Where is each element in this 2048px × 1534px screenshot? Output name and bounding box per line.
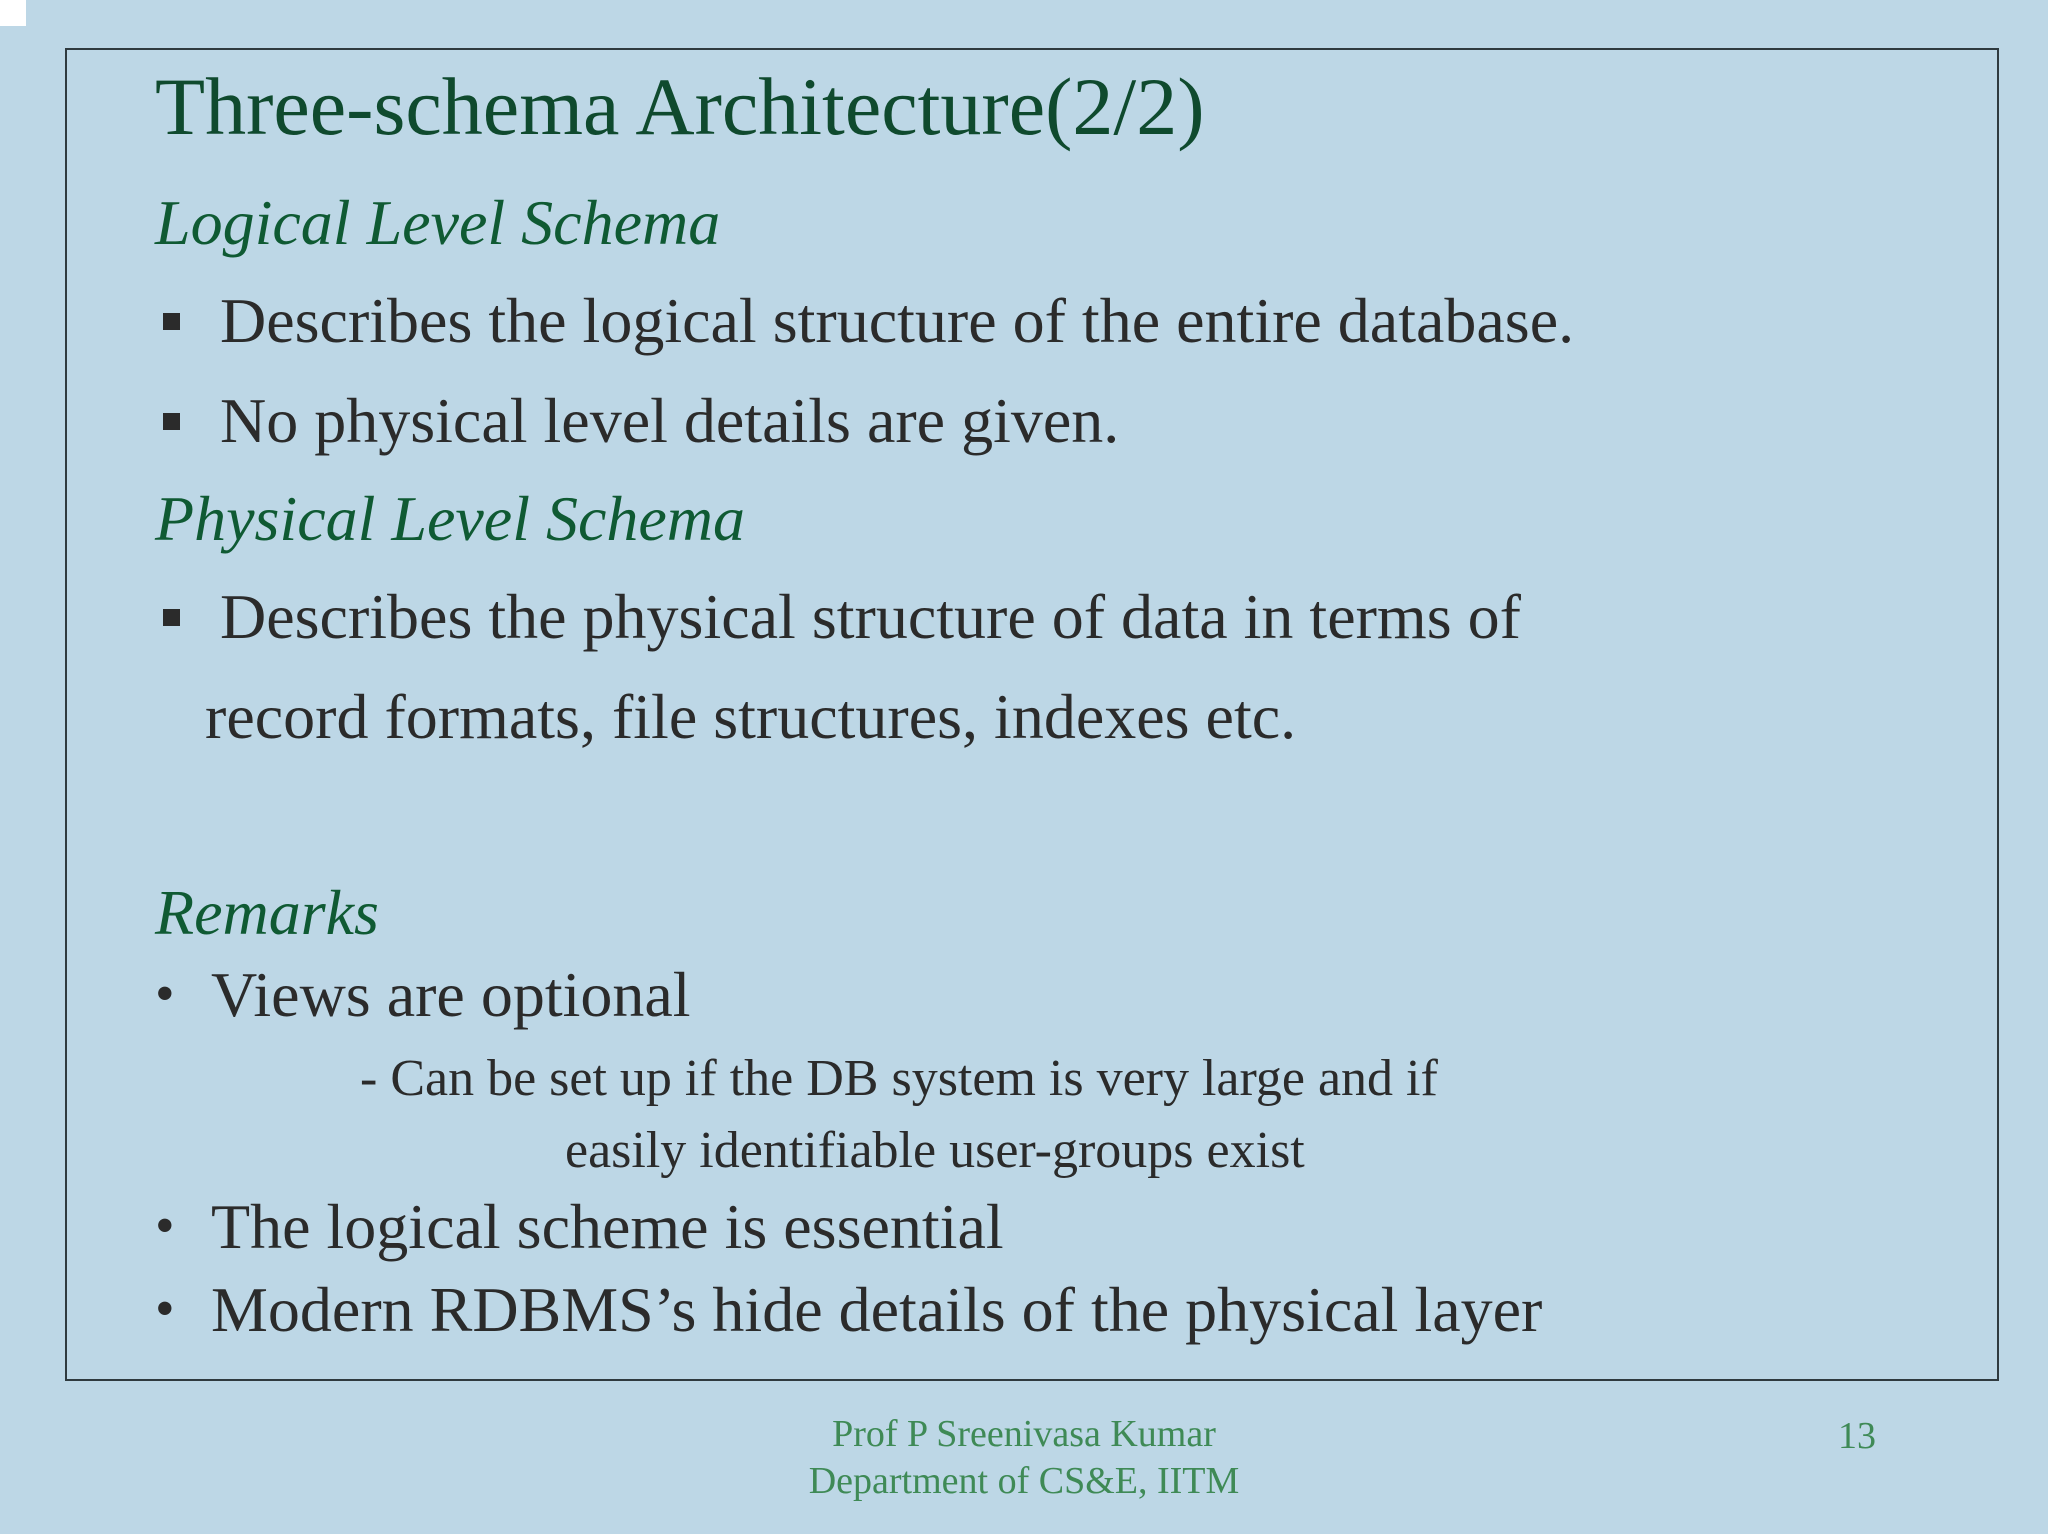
- remarks-heading: Remarks: [155, 877, 379, 948]
- footer-department: Department of CS&E, IITM: [808, 1460, 1240, 1502]
- logical-bullet-1: [155, 286, 1574, 356]
- remarks-bullet-2: [155, 1192, 1004, 1262]
- slide-title: Three-schema Architecture(2/2): [155, 61, 1205, 152]
- logical-level-heading: Logical Level Schema: [155, 187, 721, 258]
- remarks-bullet-1-text: Views are optional: [211, 959, 691, 1030]
- remarks-sub-line-2: easily identifiable user-groups exist: [565, 1122, 1305, 1179]
- physical-bullet-1: [155, 582, 1521, 652]
- square-bullet-icon: [163, 413, 180, 430]
- corner-marker: [0, 0, 26, 26]
- logical-bullet-1-text: Describes the logical structure of the entire database.: [220, 285, 1575, 356]
- footer-author: Prof P Sreenivasa Kumar: [832, 1413, 1216, 1455]
- remarks-bullet-2-text: The logical scheme is essential: [211, 1191, 1004, 1262]
- round-bullet-icon: •: [155, 963, 175, 1026]
- page-number: 13: [1838, 1415, 1876, 1457]
- physical-bullet-1-text: Describes the physical structure of data in terms of: [220, 581, 1521, 652]
- round-bullet-icon: •: [155, 1195, 175, 1258]
- square-bullet-icon: [163, 313, 180, 330]
- logical-bullet-2-text: No physical level details are given.: [220, 385, 1120, 456]
- logical-bullet-2: [155, 386, 1119, 456]
- square-bullet-icon: [163, 609, 180, 626]
- physical-level-heading: Physical Level Schema: [155, 483, 745, 554]
- round-bullet-icon: •: [155, 1278, 175, 1341]
- remarks-bullet-3: [155, 1275, 1542, 1345]
- remarks-sub-line-1: - Can be set up if the DB system is very large and if: [360, 1050, 1438, 1107]
- remarks-bullet-3-text: Modern RDBMS’s hide details of the physical layer: [211, 1274, 1543, 1345]
- remarks-bullet-1: [155, 960, 691, 1030]
- physical-bullet-1-continuation: record formats, file structures, indexes etc.: [205, 681, 1297, 752]
